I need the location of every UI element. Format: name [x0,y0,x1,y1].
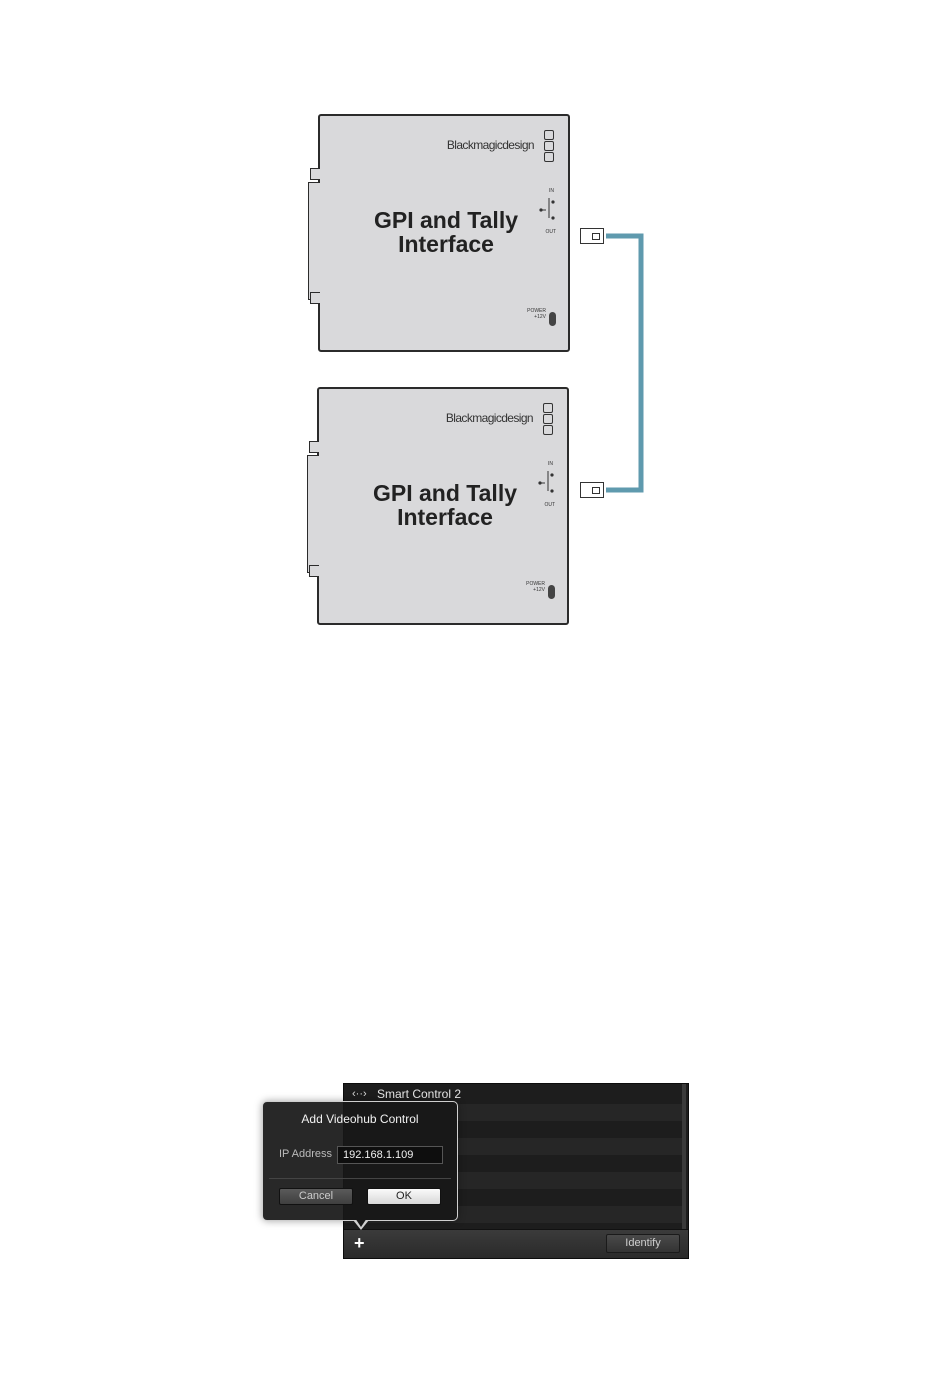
dsub-screw [309,565,319,577]
rj45-connector-icon [580,228,604,244]
add-device-button[interactable]: + [354,1233,365,1253]
dsub-connector [308,182,320,300]
cancel-button[interactable]: Cancel [279,1188,353,1205]
dsub-screw [310,168,320,180]
brand-name: Blackmagicdesign [445,411,533,425]
dsub-connector [307,455,319,573]
gpi-tally-device-2 [317,387,569,625]
power-label: POWER +12V [527,308,546,320]
identify-button[interactable]: Identify [606,1234,680,1253]
brand-name: Blackmagicdesign [446,138,534,152]
ethernet-icon: ‹··› [352,1088,367,1100]
connection-diagram [0,0,950,680]
out-label: OUT [545,229,556,235]
ok-button[interactable]: OK [367,1188,441,1205]
rj45-connector-icon [580,482,604,498]
brand-logo-icon [544,130,554,163]
device-title: GPI and Tally Interface [373,480,517,530]
dsub-screw [309,441,319,453]
power-jack-icon [548,585,555,599]
dsub-screw [310,292,320,304]
dialog-pointer [353,1220,369,1230]
scrollbar[interactable] [682,1084,686,1230]
ip-address-input[interactable] [337,1146,443,1164]
gpi-tally-device-1 [318,114,570,352]
out-label: OUT [544,502,555,508]
power-jack-icon [549,312,556,326]
device-name: Smart Control 2 [377,1087,462,1101]
ip-address-label: IP Address [279,1148,332,1160]
brand-logo-icon [543,403,553,436]
divider [269,1178,451,1179]
add-videohub-control-dialog [262,1101,458,1221]
device-title: GPI and Tally Interface [374,207,518,257]
in-label: IN [549,188,554,194]
in-label: IN [548,461,553,467]
dialog-title: Add Videohub Control [301,1112,419,1126]
power-label: POWER +12V [526,581,545,593]
panel-footer [344,1229,688,1258]
